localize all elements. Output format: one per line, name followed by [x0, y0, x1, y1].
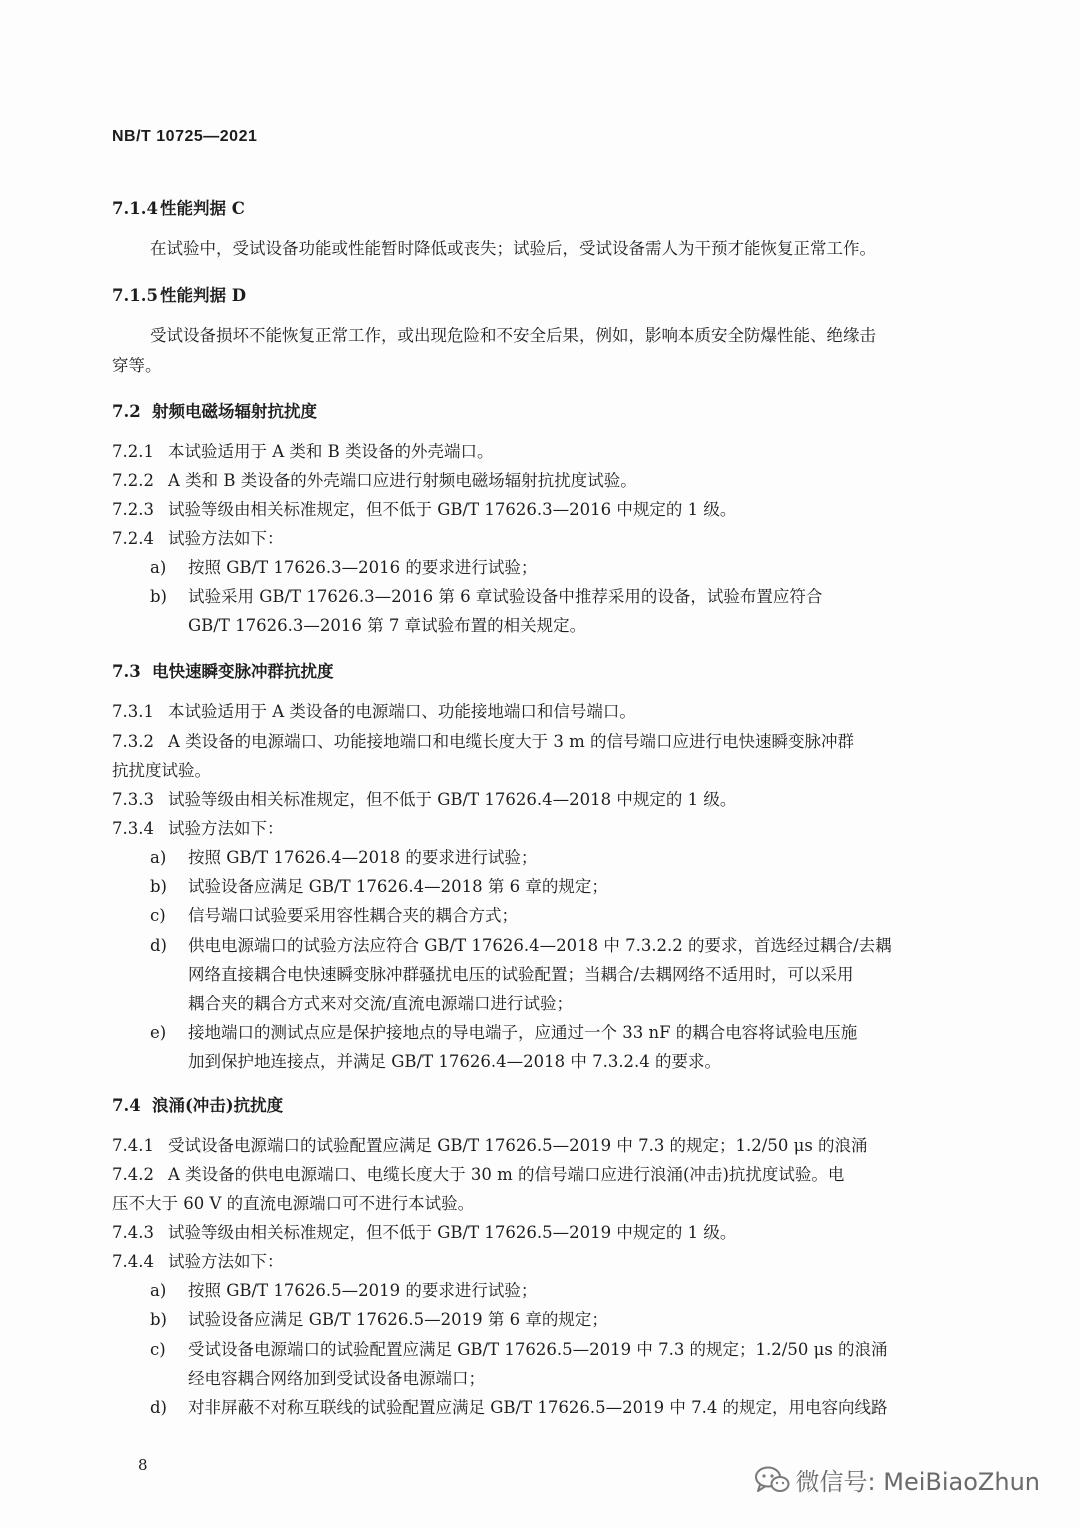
clause-number: 7.3.4	[112, 819, 154, 838]
clause-number: 7.4.3	[112, 1223, 154, 1242]
clause-7-4-4	[112, 1250, 284, 1274]
list-text: 试验采用 GB/T 17626.3—2016 第 6 章试验设备中推荐采用的设备，试验布置应符合	[188, 587, 823, 606]
list-text: 受试设备电源端口的试验配置应满足 GB/T 17626.5—2019 中 7.3 的规定；1.2/50 μs 的浪涌	[188, 1340, 888, 1359]
clause-7-4-3	[112, 1221, 736, 1245]
clause-text: 受试设备电源端口的试验配置应满足 GB/T 17626.5—2019 中 7.3 的规定；1.2/50 μs 的浪涌	[168, 1136, 868, 1155]
list-item	[150, 934, 892, 958]
list-text: 接地端口的测试点应是保护接地点的导电端子，应通过一个 33 nF 的耦合电容将试验电压施	[188, 1023, 858, 1042]
paragraph-continuation: 穿等。	[112, 356, 162, 375]
page-number: 8	[138, 1456, 148, 1474]
list-marker: b)	[150, 877, 167, 896]
list-marker: c)	[150, 1340, 166, 1359]
list-item	[150, 1308, 608, 1332]
list-item	[150, 1279, 537, 1303]
clause-number: 7.4.1	[112, 1136, 154, 1155]
clause-title: 性能判据 D	[160, 286, 247, 305]
clause-number: 7.1.5	[112, 286, 158, 305]
list-text-continuation: 经电容耦合网络加到受试设备电源端口；	[188, 1369, 485, 1388]
list-marker: e)	[150, 1023, 167, 1042]
clause-number: 7.2.2	[112, 471, 154, 490]
clause-7-3-2	[112, 730, 854, 754]
section-number: 7.2	[112, 402, 141, 421]
list-marker: a)	[150, 558, 167, 577]
clause-text: 本试验适用于 A 类设备的电源端口、功能接地端口和信号端口。	[168, 702, 636, 721]
clause-number: 7.2.1	[112, 442, 154, 461]
list-item	[150, 904, 518, 928]
list-item	[150, 1338, 888, 1362]
section-number: 7.3	[112, 662, 141, 681]
list-text-continuation: 网络直接耦合电快速瞬变脉冲群骚扰电压的试验配置；当耦合/去耦网络不适用时，可以采用	[188, 965, 854, 984]
list-text: 供电电源端口的试验方法应符合 GB/T 17626.4—2018 中 7.3.2.2 的要求，首选经过耦合/去耦	[188, 936, 892, 955]
clause-7-1-5-heading	[112, 284, 246, 308]
list-text-continuation: 耦合夹的耦合方式来对交流/直流电源端口进行试验；	[188, 994, 574, 1013]
clause-text: 试验方法如下：	[168, 819, 284, 838]
list-item	[150, 1021, 857, 1045]
list-text: 按照 GB/T 17626.4—2018 的要求进行试验；	[188, 848, 538, 867]
clause-text-continuation: 抗扰度试验。	[112, 761, 211, 780]
list-marker: a)	[150, 1281, 167, 1300]
clause-number: 7.4.2	[112, 1165, 154, 1184]
clause-text: 试验等级由相关标准规定，但不低于 GB/T 17626.3—2016 中规定的 1 级。	[168, 500, 737, 519]
watermark-text: 微信号: MeiBiaoZhun	[795, 1468, 1040, 1496]
clause-7-3-1	[112, 700, 636, 724]
list-marker: d)	[150, 936, 167, 955]
clause-7-3-4	[112, 817, 284, 841]
section-title: 射频电磁场辐射抗扰度	[152, 402, 317, 421]
section-title: 浪涌(冲击)抗扰度	[152, 1096, 284, 1115]
watermark	[754, 1462, 1040, 1497]
list-text-continuation: 加到保护地连接点，并满足 GB/T 17626.4—2018 中 7.3.2.4 的要求。	[188, 1052, 722, 1071]
list-marker: a)	[150, 848, 167, 867]
clause-number: 7.4.4	[112, 1252, 154, 1271]
list-marker: d)	[150, 1398, 167, 1417]
clause-text: 本试验适用于 A 类和 B 类设备的外壳端口。	[168, 442, 494, 461]
clause-text: 试验等级由相关标准规定，但不低于 GB/T 17626.4—2018 中规定的 1 级。	[168, 790, 737, 809]
clause-number: 7.3.1	[112, 702, 154, 721]
clause-text: 试验等级由相关标准规定，但不低于 GB/T 17626.5—2019 中规定的 1 级。	[168, 1223, 737, 1242]
list-marker: c)	[150, 906, 166, 925]
section-title: 电快速瞬变脉冲群抗扰度	[152, 662, 334, 681]
list-marker: b)	[150, 587, 167, 606]
wechat-icon	[754, 1465, 790, 1495]
clause-text: 试验方法如下：	[168, 1252, 284, 1271]
list-text: 对非屏蔽不对称互联线的试验配置应满足 GB/T 17626.5—2019 中 7.4 的规定，用电容向线路	[188, 1398, 888, 1417]
list-item	[150, 556, 537, 580]
clause-text: A 类和 B 类设备的外壳端口应进行射频电磁场辐射抗扰度试验。	[168, 471, 637, 490]
list-item	[150, 585, 822, 609]
clause-7-1-4-heading	[112, 197, 245, 221]
standard-code: NB/T 10725—2021	[112, 128, 258, 145]
clause-number: 7.1.4	[112, 199, 158, 218]
section-number: 7.4	[112, 1096, 141, 1115]
paragraph: 受试设备损坏不能恢复正常工作，或出现危险和不安全后果，例如，影响本质安全防爆性能、绝缘击	[150, 326, 876, 345]
clause-7-2-4	[112, 527, 284, 551]
list-marker: b)	[150, 1310, 167, 1329]
section-7-2-heading	[112, 400, 317, 424]
clause-7-4-2	[112, 1163, 844, 1187]
list-item	[150, 846, 537, 870]
section-7-3-heading	[112, 660, 334, 684]
clause-number: 7.2.3	[112, 500, 154, 519]
clause-number: 7.3.3	[112, 790, 154, 809]
clause-text: 试验方法如下：	[168, 529, 284, 548]
clause-number: 7.2.4	[112, 529, 154, 548]
clause-text-continuation: 压不大于 60 V 的直流电源端口可不进行本试验。	[112, 1194, 475, 1213]
clause-7-4-1	[112, 1134, 868, 1158]
list-text-continuation: GB/T 17626.3—2016 第 7 章试验布置的相关规定。	[188, 616, 587, 635]
clause-text: A 类设备的供电电源端口、电缆长度大于 30 m 的信号端口应进行浪涌(冲击)抗扰度试验。电	[168, 1165, 845, 1184]
list-text: 按照 GB/T 17626.5—2019 的要求进行试验；	[188, 1281, 538, 1300]
paragraph: 在试验中，受试设备功能或性能暂时降低或丧失；试验后，受试设备需人为干预才能恢复正常工作。	[150, 239, 876, 258]
list-text: 试验设备应满足 GB/T 17626.5—2019 第 6 章的规定；	[188, 1310, 608, 1329]
list-text: 信号端口试验要采用容性耦合夹的耦合方式；	[188, 906, 518, 925]
clause-text: A 类设备的电源端口、功能接地端口和电缆长度大于 3 m 的信号端口应进行电快速瞬变脉冲群	[168, 732, 855, 751]
clause-7-2-3	[112, 498, 736, 522]
clause-7-2-2	[112, 469, 637, 493]
list-text: 按照 GB/T 17626.3—2016 的要求进行试验；	[188, 558, 538, 577]
list-item	[150, 875, 608, 899]
list-text: 试验设备应满足 GB/T 17626.4—2018 第 6 章的规定；	[188, 877, 608, 896]
list-item	[150, 1396, 888, 1420]
clause-7-3-3	[112, 788, 736, 812]
clause-title: 性能判据 C	[160, 199, 245, 218]
clause-number: 7.3.2	[112, 732, 154, 751]
clause-7-2-1	[112, 440, 494, 464]
section-7-4-heading	[112, 1094, 283, 1118]
